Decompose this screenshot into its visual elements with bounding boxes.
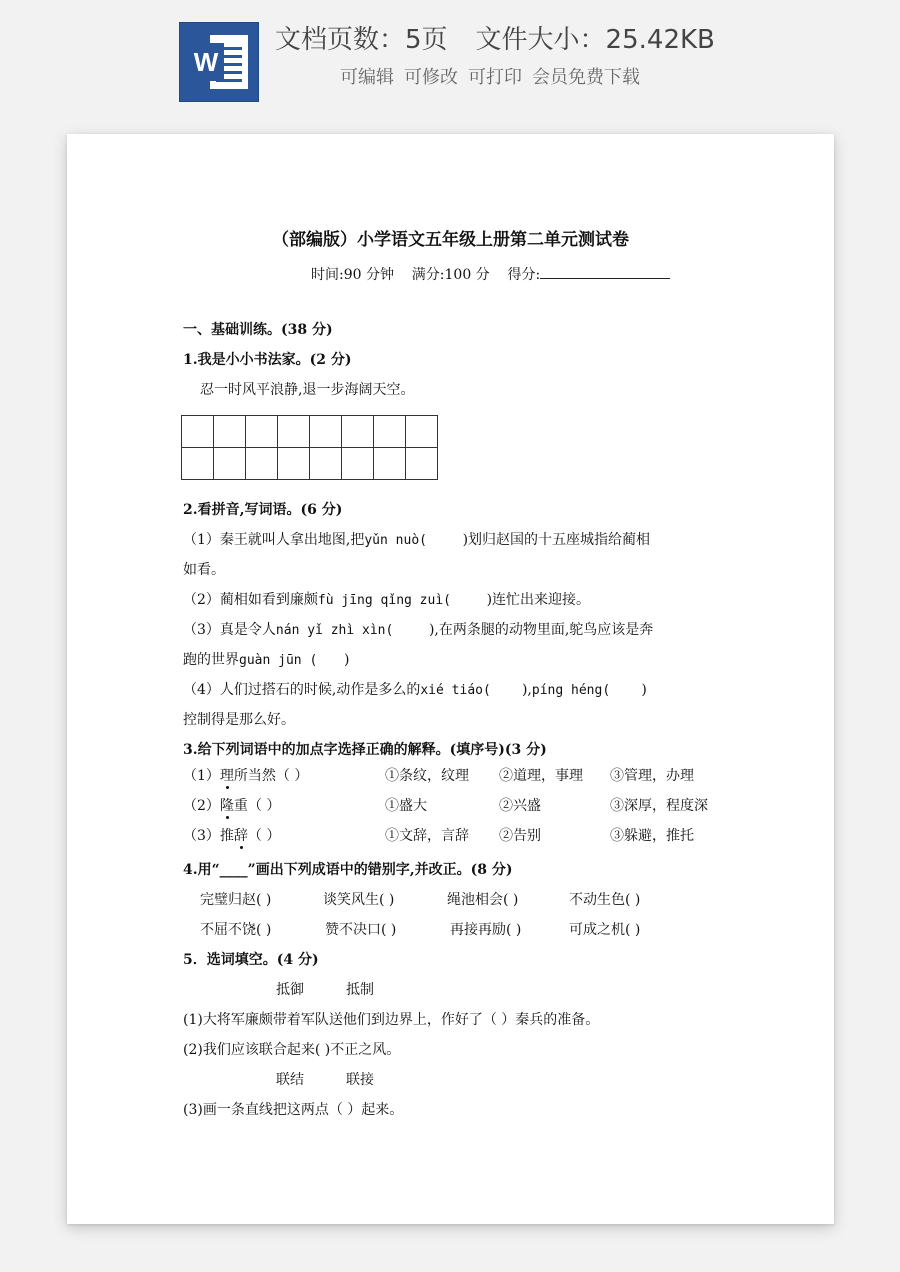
question-2-item-4-cont: 控制得是那么好。	[183, 712, 295, 728]
section-heading-basic: 一、基础训练。(38 分)	[183, 322, 333, 338]
grid-cell	[406, 416, 438, 448]
question-2-item-1-cont: 如看。	[183, 562, 225, 578]
question-3-row-1-opt-2: ②道理，事理	[499, 768, 583, 784]
exam-full-score: 满分:100 分	[411, 267, 490, 283]
idiom-6: 赞不决口( )	[325, 922, 397, 938]
word-document-icon	[179, 22, 259, 102]
question-3-row-3: （3）推辞（ ）	[183, 828, 281, 844]
question-1-title: 1.我是小小书法家。(2 分)	[183, 352, 352, 368]
grid-cell	[310, 416, 342, 448]
question-5-sentence-3: (3)画一条直线把这两点（ ）起来。	[183, 1102, 404, 1118]
question-3-row-2-opt-1: ①盛大	[385, 798, 427, 814]
grid-cell	[374, 448, 406, 480]
banner-features	[340, 64, 650, 92]
question-1-text: 忍一时风平浪静,退一步海阔天空。	[200, 382, 415, 398]
grid-cell	[214, 448, 246, 480]
question-3-row-1-opt-1: ①条纹，纹理	[385, 768, 469, 784]
word-choice-1b: 抵制	[346, 982, 374, 998]
question-3-row-1: （1）理所当然（ ）	[183, 768, 309, 784]
dotted-char: 辞	[233, 828, 248, 844]
idiom-1: 完璧归赵( )	[200, 892, 272, 908]
question-5-sentence-2: (2)我们应该联合起来( )不正之风。	[183, 1042, 401, 1058]
feature-modifiable: 可修改	[404, 67, 458, 88]
word-choice-2a: 联结	[276, 1072, 304, 1088]
page-count: 文档页数：5页	[275, 25, 448, 55]
dotted-char: 隆	[219, 798, 234, 814]
question-2-item-4: （4）人们过搭石的时候,动作是多么的xié tiáo( ),píng héng( )	[183, 682, 647, 698]
document-page	[67, 134, 834, 1224]
banner-file-info	[275, 20, 755, 60]
question-3-row-3-opt-1: ①文辞，言辞	[385, 828, 469, 844]
grid-cell	[246, 448, 278, 480]
question-3-title: 3.给下列词语中的加点字选择正确的解释。(填序号)(3 分)	[183, 742, 547, 758]
grid-cell	[214, 416, 246, 448]
grid-cell	[278, 416, 310, 448]
writing-grid-row	[182, 416, 438, 448]
grid-cell	[182, 448, 214, 480]
grid-cell	[310, 448, 342, 480]
word-choice-1a: 抵御	[276, 982, 304, 998]
idiom-5: 不屈不饶( )	[200, 922, 272, 938]
question-3-row-2: （2）隆重（ ）	[183, 798, 281, 814]
idiom-3: 绳池相会( )	[447, 892, 519, 908]
question-5-title: 5．选词填空。(4 分)	[183, 952, 319, 968]
grid-cell	[246, 416, 278, 448]
grid-cell	[182, 416, 214, 448]
grid-cell	[278, 448, 310, 480]
feature-printable: 可打印	[468, 67, 522, 88]
score-blank	[540, 264, 670, 279]
question-2-item-3-cont: 跑的世界guàn jūn ( )	[183, 652, 350, 668]
download-banner	[0, 0, 900, 130]
word-icon-letter: W	[188, 43, 224, 81]
question-3-row-1-opt-3: ③管理，办理	[610, 768, 694, 784]
idiom-4: 不动生色( )	[569, 892, 641, 908]
exam-time: 时间:90 分钟	[311, 267, 394, 283]
question-3-row-2-opt-2: ②兴盛	[499, 798, 541, 814]
writing-grid-row	[182, 448, 438, 480]
grid-cell	[406, 448, 438, 480]
question-3-row-2-opt-3: ③深厚，程度深	[610, 798, 708, 814]
idiom-8: 可成之机( )	[569, 922, 641, 938]
question-2-item-2: （2）蔺相如看到廉颇fù jīng qǐng zuì( )连忙出来迎接。	[183, 592, 591, 608]
grid-cell	[342, 448, 374, 480]
score-label: 得分:	[507, 267, 541, 283]
writing-grid	[181, 415, 438, 480]
feature-member-download: 会员免费下载	[532, 67, 640, 88]
question-5-sentence-1: (1)大将军廉颇带着军队送他们到边界上，作好了（ ）秦兵的准备。	[183, 1012, 600, 1028]
grid-cell	[342, 416, 374, 448]
exam-info	[311, 264, 670, 285]
feature-editable: 可编辑	[340, 67, 394, 88]
idiom-7: 再接再励( )	[450, 922, 522, 938]
idiom-2: 谈笑风生( )	[323, 892, 395, 908]
word-choice-2b: 联接	[346, 1072, 374, 1088]
document-title: （部编版）小学语文五年级上册第二单元测试卷	[272, 230, 629, 250]
question-2-item-1: （1）秦王就叫人拿出地图,把yǔn nuò( )划归赵国的十五座城指给蔺相	[183, 532, 651, 548]
question-3-row-3-opt-3: ③躲避，推托	[610, 828, 694, 844]
dotted-char: 理	[219, 768, 234, 784]
question-2-item-3: （3）真是令人nán yǐ zhì xìn( ),在两条腿的动物里面,鸵鸟应该是奔	[183, 622, 654, 638]
file-size: 文件大小：25.42KB	[475, 25, 715, 55]
grid-cell	[374, 416, 406, 448]
question-3-row-3-opt-2: ②告别	[499, 828, 541, 844]
question-2-title: 2.看拼音,写词语。(6 分)	[183, 502, 343, 518]
question-4-title: 4.用“____”画出下列成语中的错别字,并改正。(8 分)	[183, 862, 513, 878]
